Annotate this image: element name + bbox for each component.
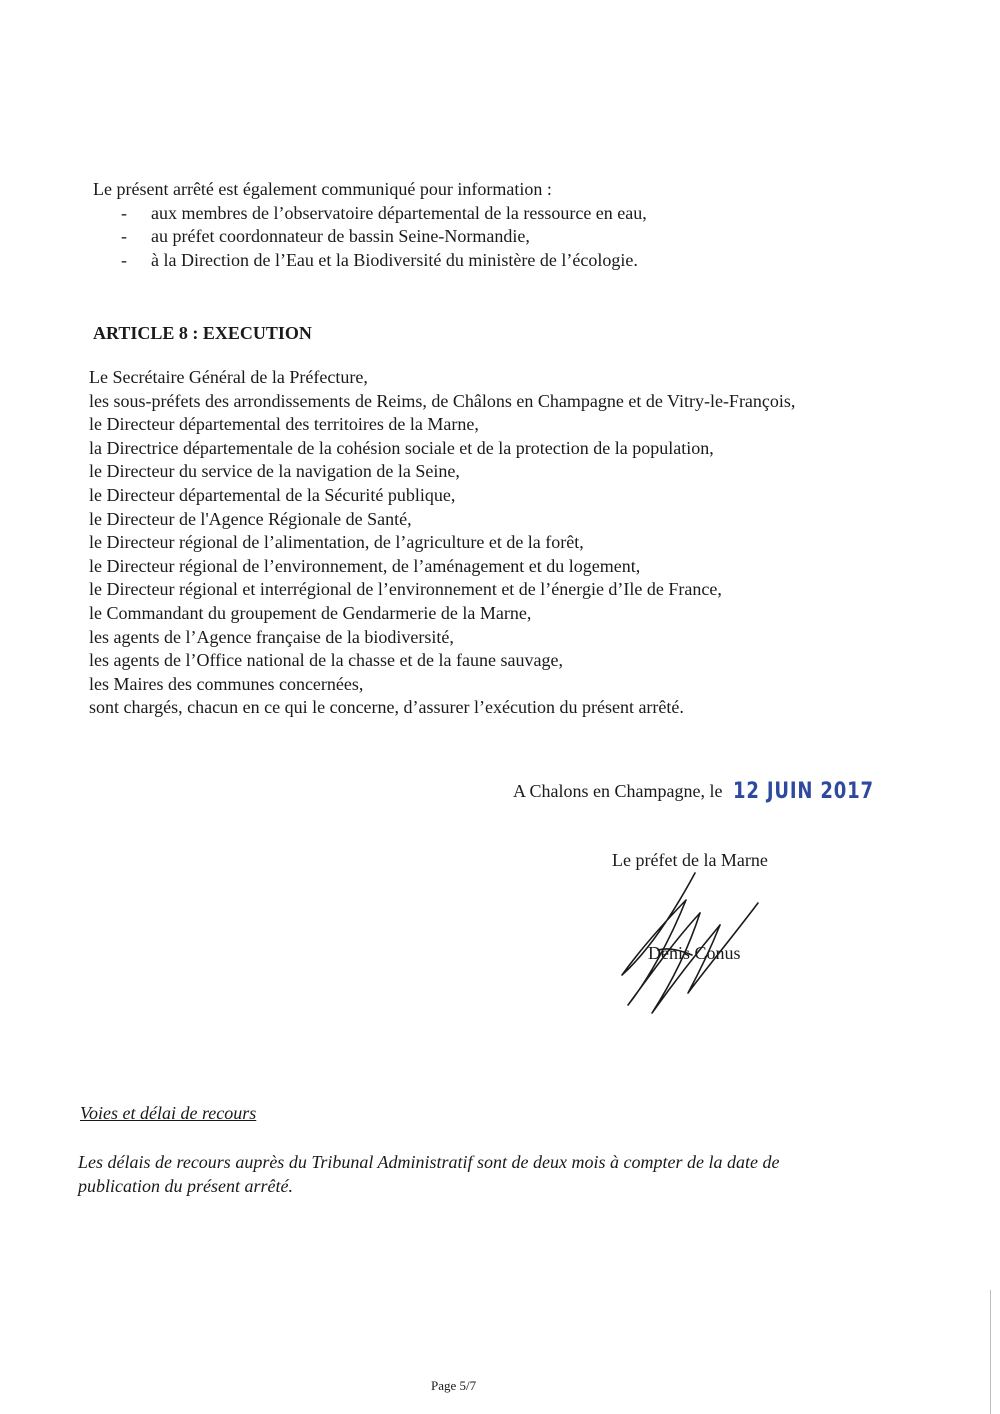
execution-line: le Directeur départemental de la Sécurité publique, — [89, 484, 456, 505]
recours-line: Les délais de recours auprès du Tribunal Administratif sont de deux mois à compter de la date de — [78, 1152, 780, 1172]
execution-line: les agents de l’Office national de la chasse et de la faune sauvage, — [89, 650, 563, 671]
handwritten-signature — [600, 855, 780, 1025]
execution-line: le Directeur régional de l’alimentation, de l’agriculture et de la forêt, — [89, 532, 584, 553]
execution-list — [89, 366, 795, 720]
bullet-dash: - — [121, 249, 127, 270]
execution-line: Le Secrétaire Général de la Préfecture, — [89, 367, 368, 387]
information-item-text: à la Direction de l’Eau et la Biodiversité du ministère de l’écologie. — [151, 249, 638, 270]
bullet-dash: - — [121, 226, 127, 246]
recours-line: publication du présent arrêté. — [78, 1176, 293, 1196]
signatory-name: Denis Conus — [648, 943, 741, 963]
information-item — [93, 225, 647, 249]
information-intro: Le présent arrêté est également communiqué pour information : — [93, 179, 552, 199]
execution-line: le Directeur régional de l’environnement, de l’aménagement et du logement, — [89, 555, 641, 576]
execution-line: la Directrice départementale de la cohésion sociale et de la protection de la population, — [89, 437, 714, 458]
execution-line: les agents de l’Agence française de la biodiversité, — [89, 626, 454, 647]
information-item-text: aux membres de l’observatoire départemental de la ressource en eau, — [151, 202, 647, 223]
execution-line: le Directeur de l'Agence Régionale de Santé, — [89, 508, 412, 529]
information-item — [93, 249, 647, 273]
bullet-dash: - — [121, 202, 127, 223]
execution-line: les Maires des communes concernées, — [89, 673, 364, 694]
information-section — [93, 178, 647, 272]
information-item-text: au préfet coordonnateur de bassin Seine-Normandie, — [151, 226, 530, 246]
execution-line: le Directeur régional et interrégional de l’environnement et de l’énergie d’Ile de France, — [89, 579, 722, 600]
place-date-text: A Chalons en Champagne, le — [513, 781, 723, 801]
recours-text — [78, 1150, 888, 1198]
article-title: ARTICLE 8 : EXECUTION — [93, 323, 312, 343]
page-number: Page 5/7 — [431, 1378, 477, 1393]
execution-line: le Commandant du groupement de Gendarmerie de la Marne, — [89, 602, 532, 623]
execution-line: le Directeur du service de la navigation de la Seine, — [89, 461, 460, 482]
execution-line: les sous-préfets des arrondissements de Reims, de Châlons en Champagne et de Vitry-le-François, — [89, 390, 796, 411]
execution-line: le Directeur départemental des territoires de la Marne, — [89, 414, 479, 435]
date-stamp: 12 JUIN 2017 — [732, 779, 874, 804]
place-date-line — [513, 779, 905, 804]
recours-heading: Voies et délai de recours — [80, 1103, 257, 1123]
information-item — [93, 202, 647, 226]
execution-line: sont chargés, chacun en ce qui le concerne, d’assurer l’exécution du présent arrêté. — [89, 697, 684, 718]
signatory-title: Le préfet de la Marne — [612, 850, 768, 870]
scan-edge-line — [990, 1290, 991, 1414]
